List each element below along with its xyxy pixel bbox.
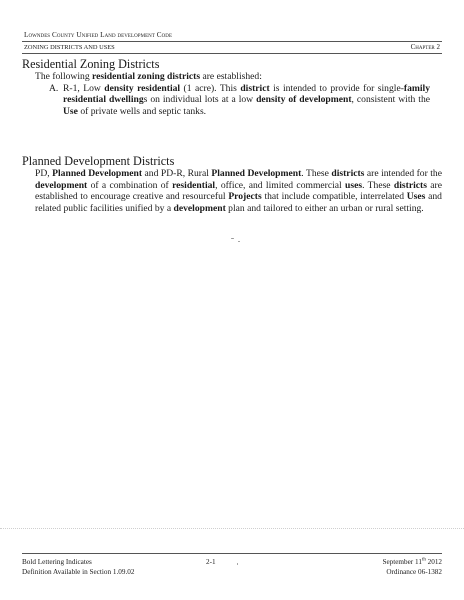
footer-note-line: Definition Available in Section 1.09.02 [22, 568, 135, 576]
text-run: , office, and limited commercial [215, 179, 346, 191]
text-run: is intended to provide for single- [269, 82, 404, 94]
revision-date [382, 557, 442, 567]
header-divider [22, 53, 442, 54]
defined-term: density residential [104, 82, 181, 94]
defined-term: residential [172, 179, 216, 191]
date-ordinal: th [421, 557, 426, 563]
text-run: of private wells and septic tanks. [77, 105, 207, 117]
section-heading: Residential Zoning Districts [22, 57, 160, 71]
text-run: September 11 [382, 558, 422, 566]
page-header [22, 31, 442, 54]
defined-term: Use [63, 105, 78, 117]
defined-term: development [35, 179, 88, 191]
defined-term: Planned Development [52, 168, 143, 179]
defined-term: residential zoning districts [92, 71, 201, 82]
defined-term: family residential dwelling [63, 82, 431, 106]
text-run: . These [362, 179, 394, 191]
page-number: 2-1 [206, 558, 216, 566]
defined-term: density of development [256, 94, 352, 106]
list-item [22, 83, 442, 118]
defined-term: uses [345, 179, 363, 191]
intro-paragraph [22, 71, 442, 83]
list-item-letter: A. [49, 82, 59, 94]
footer-note-line: Bold Lettering Indicates [22, 558, 92, 566]
residential-section [22, 57, 442, 117]
defined-term: Projects [228, 191, 262, 203]
section-title: ZONING DISTRICTS AND USES [24, 44, 115, 51]
section-heading: Planned Development Districts [22, 154, 175, 168]
defined-term: Uses [406, 191, 426, 203]
defined-term: development [173, 202, 226, 214]
scan-edge-line [0, 528, 464, 529]
footer-note [22, 557, 134, 577]
defined-term: districts [393, 179, 427, 191]
text-run: , consistent with the [351, 94, 430, 106]
planned-section [22, 154, 442, 214]
ordinance-number: Ordinance 06-1382 [386, 568, 442, 576]
body-paragraph [22, 168, 442, 214]
text-run: 2012 [425, 558, 442, 566]
defined-term: Planned Development [211, 168, 302, 179]
scan-speck [237, 563, 238, 565]
text-run: and PD-R, Rural [142, 168, 212, 179]
text-run: s on individual lots at a low [143, 94, 257, 106]
text-run: plan and tailored to either an urban or rural setting. [225, 202, 424, 214]
header-row [22, 42, 442, 52]
chapter-label: Chapter 2 [410, 43, 440, 51]
defined-term: districts [331, 168, 365, 179]
footer-divider [22, 553, 442, 554]
list-item-text [63, 83, 442, 118]
text-run: are established: [200, 71, 262, 82]
scan-speck [238, 241, 240, 242]
scan-speck [231, 238, 234, 239]
text-run: of a combination of [87, 179, 173, 191]
text-run: (1 acre). This [180, 82, 241, 94]
text-run: that include compatible, interrelated [261, 191, 407, 203]
text-run: R-1, Low [63, 82, 105, 94]
footer-revision [382, 557, 442, 577]
document-title: Lowndes County Unified Land development Code [24, 31, 173, 39]
text-run: PD, [35, 168, 53, 179]
text-run: are established to encourage creative and resourceful [35, 179, 442, 203]
text-run: and related public facilities unified by a [35, 191, 442, 214]
text-run: . These [301, 168, 332, 179]
text-run: are intended for the [364, 168, 442, 179]
text-run: The following [35, 71, 93, 82]
defined-term: district [240, 82, 270, 94]
